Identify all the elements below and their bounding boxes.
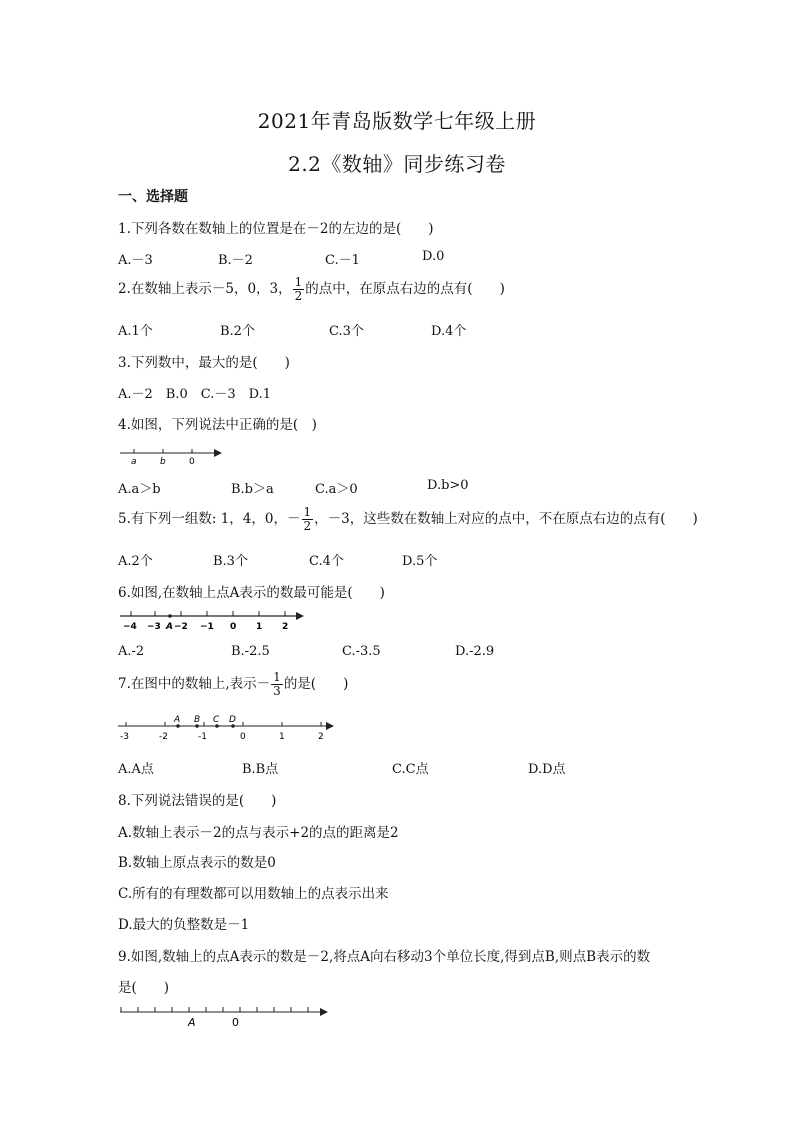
q9-label-0: 0 bbox=[232, 1016, 239, 1029]
q2-option-a: A.1个 bbox=[118, 324, 153, 339]
q8-option-c: C.所有的有理数都可以用数轴上的点表示出来 bbox=[118, 886, 389, 902]
q6-label-a: A bbox=[166, 622, 173, 632]
q5-option-a: A.2个 bbox=[118, 554, 153, 569]
q4-axis-label-0: 0 bbox=[189, 457, 195, 465]
question-4-stem: 4.如图，下列说法中正确的是( ) bbox=[118, 417, 317, 433]
question-7-stem bbox=[118, 671, 348, 698]
q5-option-b: B.3个 bbox=[213, 554, 248, 569]
q4-axis-label-b: b bbox=[160, 457, 166, 465]
q5-fraction bbox=[302, 506, 314, 533]
q5-stem-post: ，－3，这些数在数轴上对应的点中，不在原点右边的点有( ) bbox=[314, 511, 698, 527]
q7-tick-neg3: -3 bbox=[120, 732, 129, 742]
q5-option-d: D.5个 bbox=[402, 554, 438, 569]
q6-tick-neg2: −2 bbox=[174, 622, 188, 632]
q5-stem-pre: 5.有下列一组数: 1，4，0，－ bbox=[118, 511, 301, 527]
q5-frac-den: 2 bbox=[303, 519, 312, 533]
q6-tick-0: 0 bbox=[230, 622, 237, 632]
q7-label-d: D bbox=[229, 715, 236, 725]
q8-option-d: D.最大的负整数是－1 bbox=[118, 917, 250, 933]
q7-frac-den: 3 bbox=[273, 684, 281, 698]
q6-option-d: D.-2.9 bbox=[455, 644, 495, 659]
q7-number-line bbox=[116, 712, 340, 742]
q1-option-a: A.－3 bbox=[118, 253, 153, 268]
q7-option-b: B.B点 bbox=[242, 762, 279, 777]
q5-frac-num: 1 bbox=[303, 505, 312, 519]
q9-number-line bbox=[118, 1003, 334, 1029]
q7-frac-num: 1 bbox=[273, 670, 281, 684]
q1-option-b: B.－2 bbox=[218, 253, 253, 268]
q6-tick-neg3: −3 bbox=[147, 622, 161, 632]
q6-option-c: C.-3.5 bbox=[342, 644, 381, 659]
q6-point-a bbox=[168, 614, 172, 618]
q7-tick-1: 1 bbox=[279, 732, 285, 742]
q5-option-c: C.4个 bbox=[309, 554, 344, 569]
question-3-stem: 3.下列数中，最大的是( ) bbox=[118, 355, 290, 371]
q2-frac-num: 1 bbox=[294, 275, 303, 289]
q6-number-line bbox=[118, 608, 308, 634]
question-9-stem-line2: 是( ) bbox=[118, 980, 170, 996]
q2-option-c: C.3个 bbox=[329, 324, 364, 339]
q7-fraction bbox=[271, 671, 283, 698]
question-9-stem-line1: 9.如图,数轴上的点A表示的数是－2,将点A向右移动3个单位长度,得到点B,则点B表示的数 bbox=[118, 949, 651, 965]
q7-tick-0: 0 bbox=[240, 732, 246, 742]
question-5-stem bbox=[118, 506, 698, 533]
q2-stem-post: 的点中，在原点右边的点有( ) bbox=[305, 281, 505, 297]
question-1-stem: 1.下列各数在数轴上的位置是在－2的左边的是( ) bbox=[118, 221, 434, 237]
q7-label-b: B bbox=[194, 715, 201, 725]
q9-label-a: A bbox=[188, 1016, 196, 1029]
q7-stem-pre: 7.在图中的数轴上,表示－ bbox=[118, 676, 271, 692]
q1-option-c: C.－1 bbox=[325, 253, 360, 268]
q4-option-a: A.a＞b bbox=[118, 482, 161, 497]
q1-option-d: D.0 bbox=[422, 249, 445, 264]
q7-label-a: A bbox=[174, 715, 181, 725]
question-6-stem: 6.如图,在数轴上点A表示的数最可能是( ) bbox=[118, 585, 385, 601]
section-heading: 一、选择题 bbox=[118, 189, 188, 205]
q8-option-b: B.数轴上原点表示的数是0 bbox=[118, 855, 276, 871]
q7-tick-neg2: -2 bbox=[159, 732, 168, 742]
page-subtitle: 2.2《数轴》同步练习卷 bbox=[288, 152, 506, 176]
question-8-stem: 8.下列说法错误的是( ) bbox=[118, 793, 277, 809]
q7-tick-2: 2 bbox=[318, 732, 324, 742]
q4-option-b: B.b＞a bbox=[231, 482, 274, 497]
q7-option-a: A.A点 bbox=[118, 762, 154, 777]
q6-option-a: A.-2 bbox=[118, 644, 145, 659]
q2-option-d: D.4个 bbox=[431, 324, 467, 339]
q7-stem-post: 的是( ) bbox=[283, 676, 349, 692]
q2-frac-den: 2 bbox=[294, 289, 303, 303]
q7-label-c: C bbox=[213, 715, 220, 725]
q7-tick-neg1: -1 bbox=[198, 732, 207, 742]
q4-axis-label-a: a bbox=[131, 457, 137, 465]
q2-fraction bbox=[293, 276, 305, 303]
q3-options: A.－2 B.0 C.－3 D.1 bbox=[118, 387, 271, 402]
question-2-stem bbox=[118, 276, 505, 303]
q4-option-d: D.b>0 bbox=[427, 478, 469, 493]
q6-tick-2: 2 bbox=[282, 622, 289, 632]
q6-tick-neg1: −1 bbox=[200, 622, 214, 632]
q6-tick-neg4: −4 bbox=[123, 622, 137, 632]
q8-option-a: A.数轴上表示－2的点与表示+2的点的距离是2 bbox=[118, 825, 399, 841]
q6-option-b: B.-2.5 bbox=[231, 644, 270, 659]
page-title: 2021年青岛版数学七年级上册 bbox=[257, 109, 537, 133]
q7-option-d: D.D点 bbox=[528, 762, 566, 777]
q7-option-c: C.C点 bbox=[392, 762, 429, 777]
q2-option-b: B.2个 bbox=[220, 324, 255, 339]
q2-stem-pre: 2.在数轴上表示－5，0，3， bbox=[118, 281, 292, 297]
q4-number-line bbox=[118, 443, 228, 465]
q4-option-c: C.a＞0 bbox=[315, 482, 358, 497]
q6-tick-1: 1 bbox=[256, 622, 263, 632]
